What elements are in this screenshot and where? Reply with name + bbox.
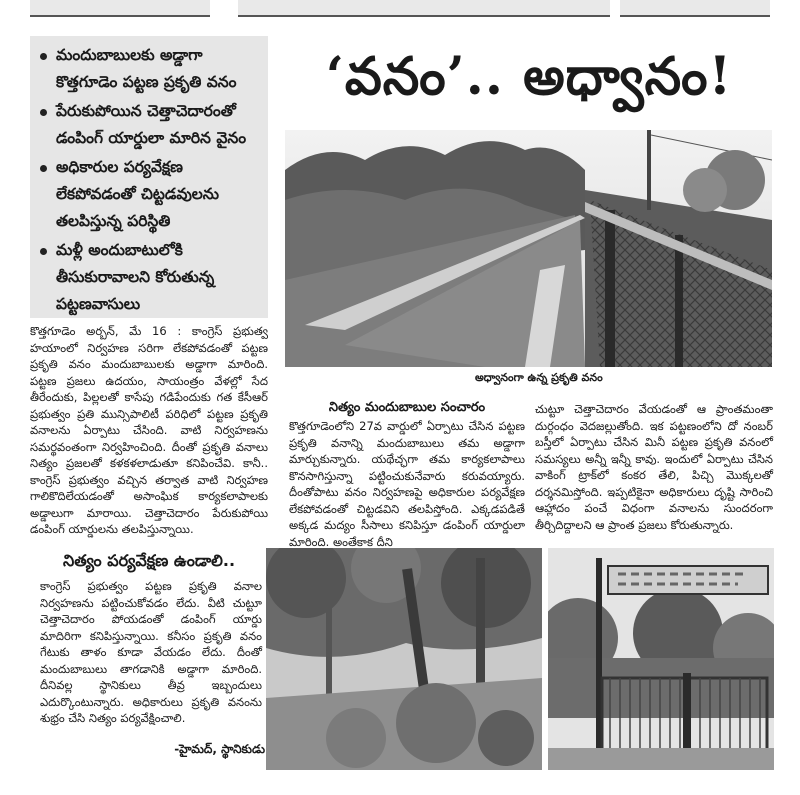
photo-trees-undergrowth <box>266 548 542 770</box>
top-column-fragment <box>620 0 770 17</box>
quote-signature: -హైమద్, స్థానికుడు <box>174 742 265 756</box>
previous-article-strip <box>0 0 800 18</box>
highlight-item: అధికారుల పర్యవేక్షణ లేకపోవడంతో చిట్టడవులను తలపిస్తున్న పరిస్థితి <box>36 154 260 235</box>
article-column-2: కొత్తగూడెంలోని 27వ వార్డులో ఏర్పాటు చేసిన పట్టణ ప్రకృతి వనాన్ని మందుబాబులు తమ అడ్డాగా మార్చుకున్నారు. యథేచ్ఛగా తమ కార్యకలాపాలు కొనసాగిస్తున్నా పట్టించుకునేవారు కరువయ్యారు. దీంతోపాటు వనం నిర్వహణపై అధికారుల పర్యవేక్షణ లేకపోవడంతో చిట్టడవిని తలపిస్తోంది. ఎక్కడపడితే అక్కడ మద్యం సీసాలు కనిపిస్తూ డంపింగ్ యార్డులా మారింది. అంతేకాక దీని <box>289 419 525 549</box>
highlights-box <box>30 36 268 318</box>
article-column-3: చుట్టూ చెత్తాచెదారం వేయడంతో ఆ ప్రాంతమంతా దుర్గంధం వెదజల్లుతోంది. ఇక పట్టణంలోని దో నంబర్ బస్తీలో ఏర్పాటు చేసిన మినీ పట్టణ ప్రకృతి వనంలో సమస్యలు అన్నీ ఇన్నీ కావు. ఇందులో ఏర్పాటు చేసిన వాకింగ్ ట్రాక్‌లో కంకర తేలి, పిచ్చి మొక్కలతో దర్శనమిస్తోంది. ఇప్పటికైనా అధికారులు దృష్టి సారించి ఆహ్లాదం పంచే విధంగా వనాలను సుందరంగా తీర్చిదిద్దాలని ఆ ప్రాంత ప్రజలు కోరుతున్నారు. <box>535 402 773 532</box>
top-column-fragment <box>30 0 210 17</box>
quote-body: కాంగ్రెస్ ప్రభుత్వం పట్టణ ప్రకృతి వనాల నిర్వహణను పట్టించుకోవడం లేదు. వీటి చుట్టూ చెత్తాచెదారం పోయడంతో డంపింగ్ యార్డు మాదిరిగా కనిపిస్తున్నాయి. కనీసం ప్రకృతి వనం గేటుకు తాళం కూడా వేయడం లేదు. దీంతో మందుబాబులు తాగడానికి అడ్డాగా మారింది. దీనివల్ల స్థానికులు తీవ్ర ఇబ్బందులు ఎదుర్కొంటున్నారు. అధికారులు ప్రకృతి వనంను శుభ్రం చేసి నిత్యం పర్యవేక్షించాలి. <box>40 579 262 725</box>
quote-heading: నిత్యం పర్యవేక్షణ ఉండాలి.. <box>62 551 236 570</box>
photo-overgrown-park-path <box>285 130 772 367</box>
highlight-item: మందుబాబులకు అడ్డాగా కొత్తగూడెం పట్టణ ప్రకృతి వనం <box>36 42 260 96</box>
article-column-1: కొత్తగూడెం అర్బన్, మే 16 : కాంగ్రెస్ ప్రభుత్వ హయాంలో నిర్వహణ సరిగా లేకపోవడంతో పట్టణ ప్రకృతి వనం మందుబాబులకు అడ్డాగా మారింది. పట్టణ ప్రజలు ఉదయం, సాయంత్రం వేళల్లో సేద తీరేందుకు, పిల్లలతో కాసేపు గడిపేందుకు గత కేసీఆర్ ప్రభుత్వం ప్రతి మున్సిపాలిటీ పరిధిలో పట్టణ ప్రకృతి వనాలను ఏర్పాటు చేసింది. వాటి నిర్వహణను సమర్థవంతంగా నిర్వహించింది. దీంతో ప్రకృతి వనాలు నిత్యం ప్రజలతో కళకళలాడుతూ కనిపించేవి. కానీ.. కాంగ్రెస్ ప్రభుత్వం వచ్చిన తర్వాత వాటి నిర్వహణ గాలికొదిలేయడంతో అసాంఘిక కార్యకలాపాలకు అడ్డాలుగా మారాయి. చెత్తాచెదారం పేరుకుపోయి డంపింగ్ యార్డులను తలపిస్తున్నాయి. <box>30 324 268 536</box>
highlight-item: మళ్లీ అందుబాటులోకి తీసుకురావాలని కోరుతున్న పట్టణవాసులు <box>36 237 260 318</box>
headline: ‘వనం’.. అధ్వానం! <box>325 46 733 107</box>
photo-park-entrance-gate <box>548 548 774 770</box>
highlight-item: పేరుకుపోయిన చెత్తాచెదారంతో డంపింగ్ యార్డులా మారిన వైనం <box>36 98 260 152</box>
photo-caption: అధ్వానంగా ఉన్న ప్రకృతి వనం <box>475 371 603 384</box>
subheading: నిత్యం మందుబాబుల సంచారం <box>328 400 486 415</box>
top-column-fragment <box>238 0 610 17</box>
